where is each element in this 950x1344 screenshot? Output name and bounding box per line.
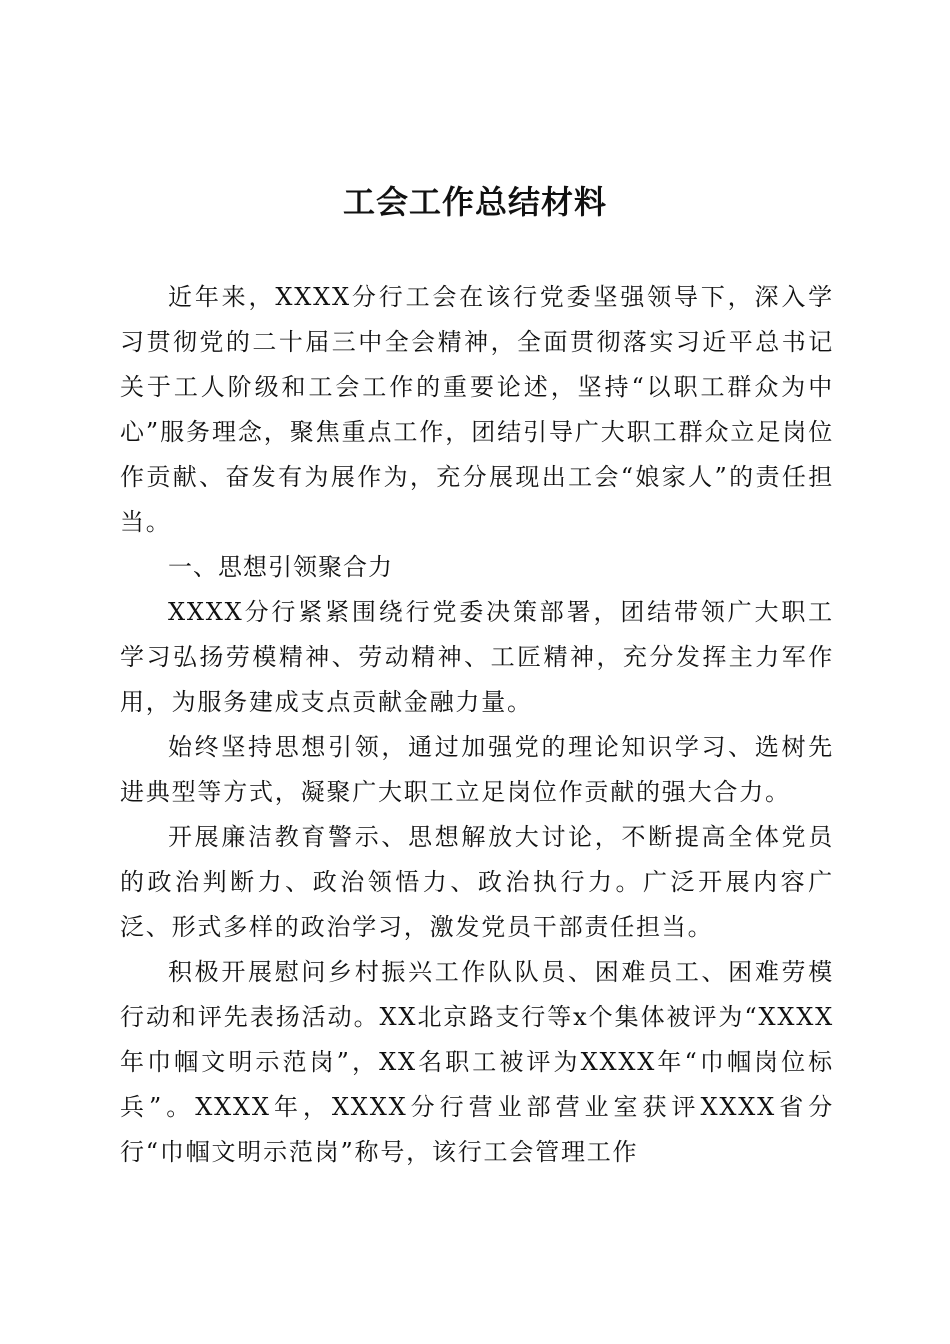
section-paragraph: 开展廉洁教育警示、思想解放大讨论，不断提高全体党员的政治判断力、政治领悟力、政治执行力。广泛开展内容广泛、形式多样的政治学习，激发党员干部责任担当。	[120, 823, 834, 941]
section-paragraph: 始终坚持思想引领，通过加强党的理论知识学习、选树先进典型等方式，凝聚广大职工立足岗位作贡献的强大合力。	[120, 733, 834, 806]
intro-paragraph: 近年来，XXXX分行工会在该行党委坚强领导下，深入学习贯彻党的二十届三中全会精神，全面贯彻落实习近平总书记关于工人阶级和工会工作的重要论述，坚持“以职工群众为中心”服务理念，聚焦重点工作，团结引导广大职工群众立足岗位作贡献、奋发有为展作为，充分展现出工会“娘家人”的责任担当。	[120, 283, 834, 536]
section-paragraph: 积极开展慰问乡村振兴工作队队员、困难员工、困难劳模行动和评先表扬活动。XX北京路支行等x个集体被评为“XXXX年巾帼文明示范岗”，XX名职工被评为XXXX年“巾帼岗位标兵”。XXXX年，XXXX分行营业部营业室获评XXXX省分行“巾帼文明示范岗”称号，该行工会管理工作	[120, 958, 834, 1166]
document-body	[120, 275, 834, 1175]
section-paragraph: XXXX分行紧紧围绕行党委决策部署，团结带领广大职工学习弘扬劳模精神、劳动精神、工匠精神，充分发挥主力军作用，为服务建成支点贡献金融力量。	[120, 598, 834, 716]
document-title: 工会工作总结材料	[342, 183, 607, 221]
section-heading: 一、思想引领聚合力	[168, 553, 393, 581]
